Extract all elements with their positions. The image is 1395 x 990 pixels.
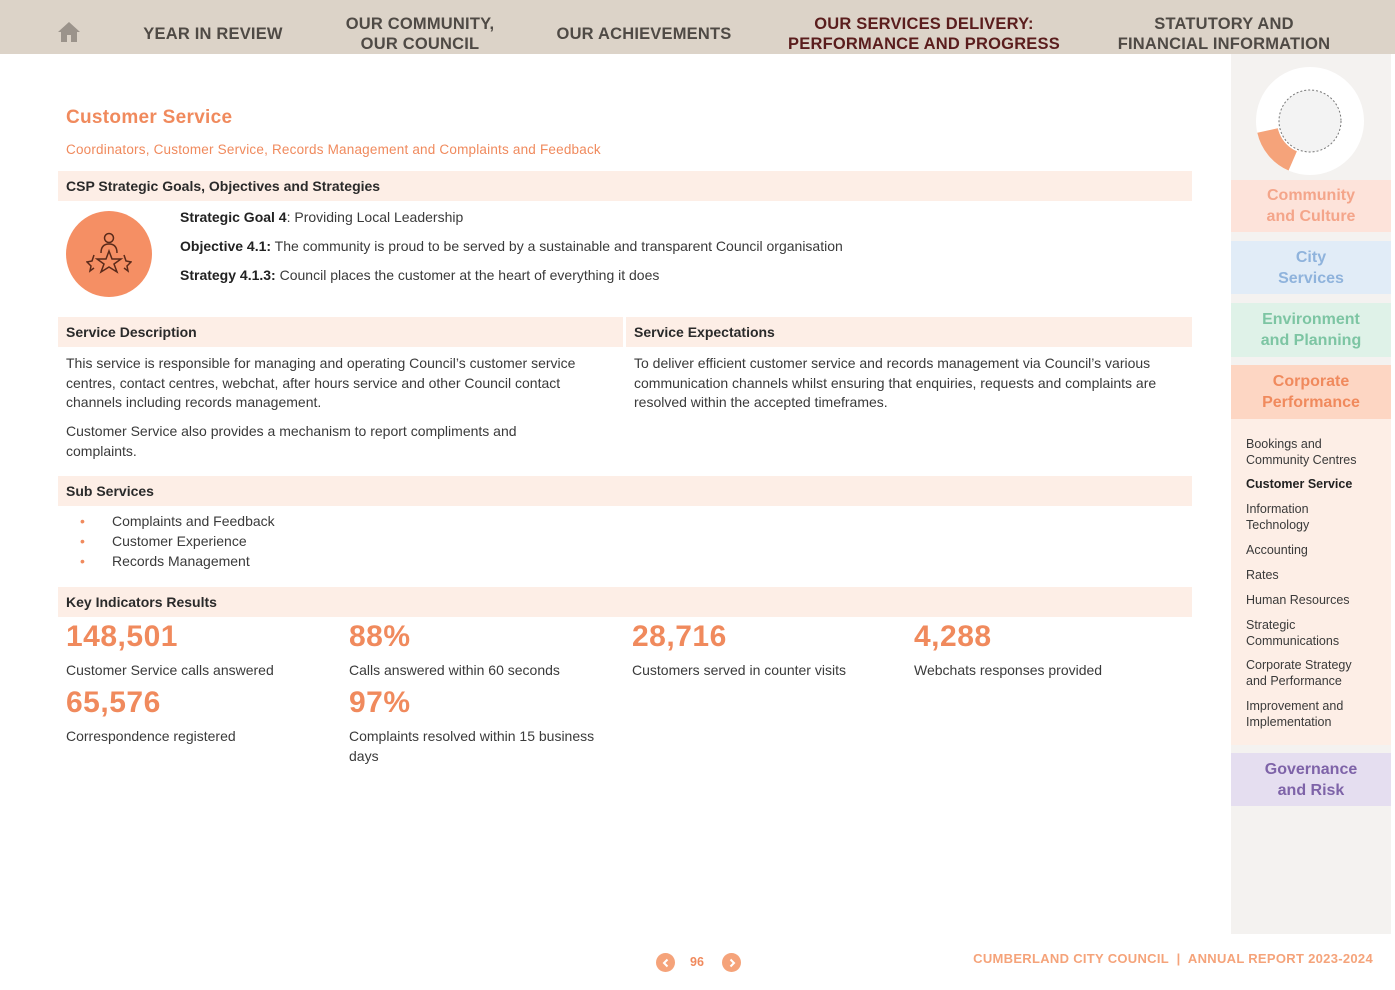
- key-indicators-heading: Key Indicators Results: [58, 587, 1192, 617]
- kpi-label: Customer Service calls answered: [66, 662, 274, 678]
- sidebar-tab-community-culture[interactable]: Community and Culture: [1231, 180, 1391, 232]
- kpi-value: 28,716: [632, 620, 727, 653]
- service-description-para2: Customer Service also provides a mechanism to report compliments and complaints.: [66, 423, 517, 459]
- csp-heading: CSP Strategic Goals, Objectives and Strategies: [58, 171, 1192, 201]
- kpi-label: Complaints resolved within 15 business days: [349, 728, 595, 764]
- goal-text: : Providing Local Leadership: [286, 209, 464, 225]
- kpi-label: Calls answered within 60 seconds: [349, 662, 560, 678]
- sidebar-item-strategic-communications[interactable]: Strategic Communications: [1246, 618, 1340, 648]
- sidebar-item-improvement[interactable]: Improvement and Implementation: [1246, 699, 1344, 729]
- sub-services-heading: Sub Services: [58, 476, 1192, 506]
- sub-services-list: [80, 512, 275, 571]
- home-icon[interactable]: [56, 20, 82, 46]
- sidebar-item-bookings[interactable]: Bookings and Community Centres: [1246, 437, 1357, 467]
- list-item: • Complaints and Feedback: [80, 512, 275, 532]
- prev-page-button[interactable]: [656, 953, 675, 972]
- kpi-label: Correspondence registered: [66, 728, 236, 744]
- page-title: Customer Service: [66, 107, 233, 128]
- nav-year-in-review[interactable]: YEAR IN REVIEW: [143, 25, 283, 43]
- strategy-text: Council places the customer at the heart of everything it does: [275, 267, 660, 283]
- service-expectations-para1: To deliver efficient customer service and records management via Council’s various communication channels whilst ensuring that enquiries, requests and complaints are resolved within the accepted timeframes.: [634, 355, 1157, 410]
- kpi-value: 97%: [349, 686, 411, 719]
- sidebar-item-information-technology[interactable]: Information Technology: [1246, 502, 1310, 532]
- service-description-heading: Service Description: [58, 317, 623, 347]
- people-star-icon: [86, 231, 132, 277]
- strategy-line: [180, 267, 659, 283]
- sidebar-tab-governance-risk[interactable]: Governance and Risk: [1231, 753, 1391, 806]
- kpi-value: 4,288: [914, 620, 992, 653]
- goal-badge: [66, 211, 152, 297]
- chevron-right-icon: [727, 958, 737, 968]
- kpi-value: 88%: [349, 620, 411, 653]
- nav-statutory-financial[interactable]: STATUTORY AND FINANCIAL INFORMATION: [1117, 15, 1331, 53]
- service-description-para1: This service is responsible for managing and operating Council’s customer service centres, contact centres, webchat, after hours service and other Council contact channels including records management.: [66, 355, 576, 410]
- top-navigation: [0, 0, 1395, 54]
- nav-our-achievements[interactable]: OUR ACHIEVEMENTS: [556, 25, 732, 43]
- sidebar-tab-environment-planning[interactable]: Environment and Planning: [1231, 303, 1391, 357]
- footer-brand: CUMBERLAND CITY COUNCIL | ANNUAL REPORT 2023-2024: [973, 951, 1373, 966]
- sidebar-item-human-resources[interactable]: Human Resources: [1246, 593, 1350, 607]
- sidebar-item-accounting[interactable]: Accounting: [1246, 543, 1308, 557]
- nav-our-community[interactable]: OUR COMMUNITY, OUR COUNCIL: [345, 15, 495, 53]
- list-item: • Records Management: [80, 552, 275, 572]
- goal-label: Strategic Goal 4: [180, 209, 287, 225]
- sidebar-tab-corporate-performance[interactable]: Corporate Performance: [1231, 365, 1391, 419]
- objective-text: The community is proud to be served by a sustainable and transparent Council organisation: [271, 238, 843, 254]
- section-progress-donut: [1255, 66, 1365, 176]
- objective-label: Objective 4.1:: [180, 238, 272, 254]
- kpi-label: Customers served in counter visits: [632, 662, 846, 678]
- sidebar-tab-city-services[interactable]: City Services: [1231, 241, 1391, 294]
- service-expectations-heading: Service Expectations: [626, 317, 1192, 347]
- next-page-button[interactable]: [722, 953, 741, 972]
- page-subtitle: Coordinators, Customer Service, Records Management and Complaints and Feedback: [66, 142, 601, 157]
- objective-line: [180, 238, 843, 254]
- kpi-label: Webchats responses provided: [914, 662, 1103, 678]
- kpi-value: 65,576: [66, 686, 161, 719]
- strategy-label: Strategy 4.1.3:: [180, 267, 276, 283]
- sidebar-item-rates[interactable]: Rates: [1246, 568, 1279, 582]
- page-number: 96: [690, 955, 704, 969]
- nav-our-services-delivery[interactable]: OUR SERVICES DELIVERY: PERFORMANCE AND PROGRESS: [788, 15, 1060, 53]
- sidebar-item-corporate-strategy[interactable]: Corporate Strategy and Performance: [1246, 658, 1352, 688]
- kpi-value: 148,501: [66, 620, 178, 653]
- chevron-left-icon: [661, 958, 671, 968]
- strategic-goal-line: [180, 209, 463, 225]
- sidebar-item-customer-service[interactable]: Customer Service: [1246, 477, 1353, 491]
- list-item: • Customer Experience: [80, 532, 275, 552]
